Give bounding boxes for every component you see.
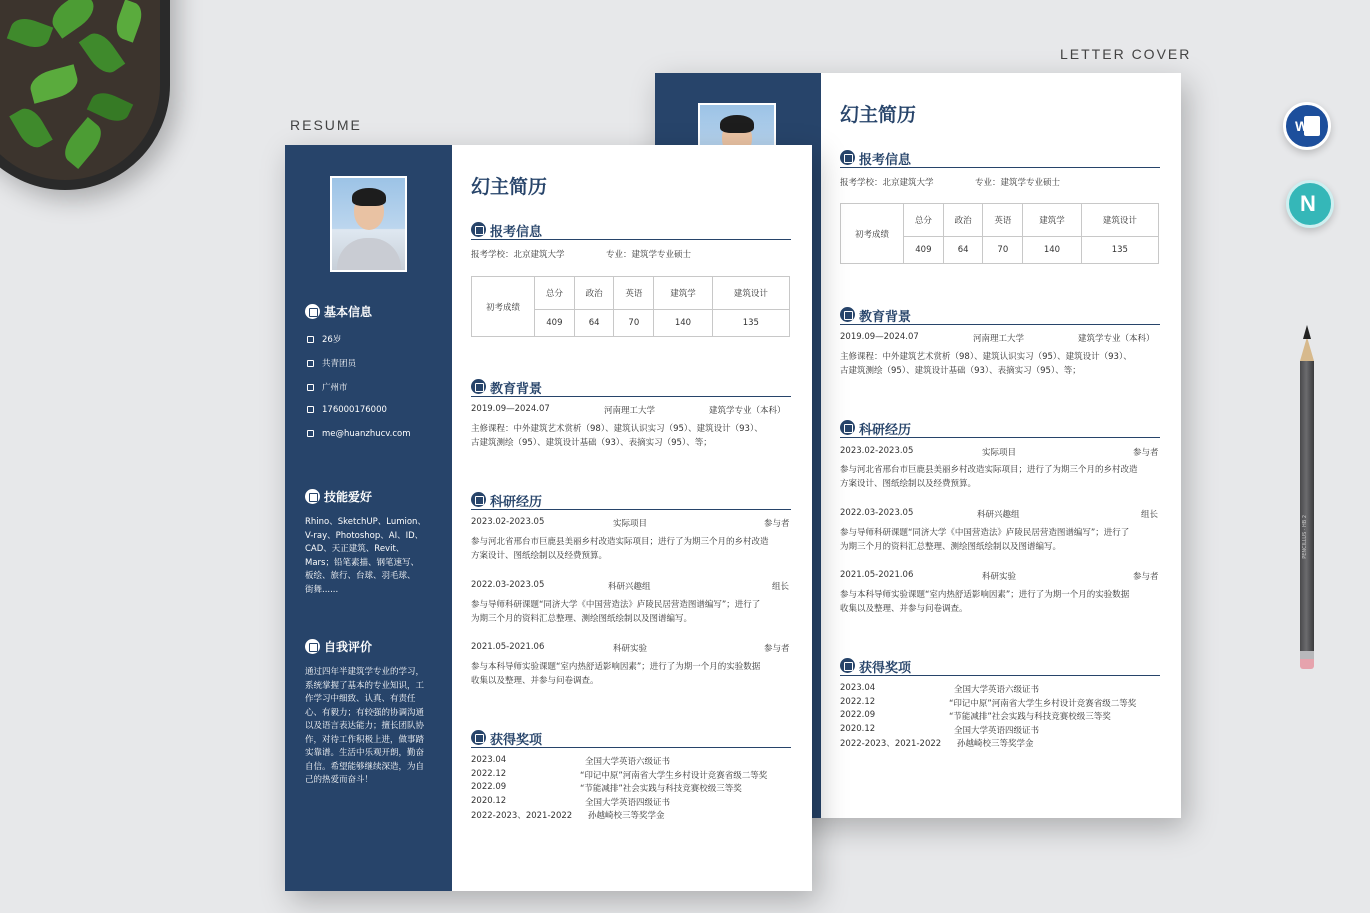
back-research-desc: 参与导师科研课题“同济大学《中国营造法》庐陵民居营造图谱编写”；进行了 为期三个月的资料汇总整理、测绘图纸绘制以及图谱编写。 — [840, 528, 1130, 552]
section-research: 科研经历 — [471, 492, 791, 510]
edu-courses: 主修课程：中外建筑艺术赏析（98）、建筑认识实习（95）、建筑设计（93）、 古建筑测绘（95）、建筑设计基础（93）、表摘实习（95）、等； — [471, 424, 763, 448]
back-section-edu: 教育背景 — [840, 307, 1160, 325]
award-name: “节能减排”社会实践与科技竞赛校级三等奖 — [580, 784, 742, 794]
back-research-period: 2023.02-2023.05 — [840, 446, 914, 456]
section-apply: 报考信息 — [471, 222, 791, 240]
back-research-desc: 参与河北省邢台市巨鹿县美丽乡村改造实际项目；进行了为期三个月的乡村改造 方案设计、图纸绘制以及经费预算。 — [840, 465, 1138, 489]
education-icon — [840, 307, 855, 322]
award-name: 全国大学英语四级证书 — [585, 798, 671, 808]
doc-title: 幻主简历 — [471, 176, 548, 198]
research-type: 科研兴趣组 — [608, 582, 651, 592]
self-eval-title: 自我评价 — [324, 640, 373, 654]
front-sidebar — [285, 145, 452, 891]
award-name: 全国大学英语六级证书 — [585, 757, 671, 767]
badge-icon — [307, 360, 314, 367]
award-name: 孙越崎校三等奖学金 — [588, 811, 665, 821]
back-apply-school: 报考学校：北京建筑大学 — [840, 178, 934, 188]
award-date: 2022.12 — [471, 769, 507, 779]
wps-icon[interactable]: N — [1286, 180, 1334, 228]
back-score-table: 初考成绩 总分 政治 英语 建筑学 建筑设计 409 64 70 140 135 — [840, 203, 1159, 264]
self-eval-text: 通过四年半建筑学专业的学习， 系统掌握了基本的专业知识，工 作学习中细致、认真、有责任 心、有毅力；有较强的协调沟通 以及语言表达能力；擅长团队协 作，对待工作积极上进，做事踏 实靠谱。生活中乐观开朗，勤奋 自信。希望能够继续深造，为自 己的热爱而奋斗！ — [305, 667, 425, 785]
skills-title: 技能爱好 — [324, 490, 373, 504]
person-icon — [307, 336, 314, 343]
edu-degree: 建筑学专业（本科） — [709, 406, 786, 416]
research-desc: 参与导师科研课题“同济大学《中国营造法》庐陵民居营造图谱编写”；进行了 为期三个月的资料汇总整理、测绘图纸绘制以及图谱编写。 — [471, 600, 761, 624]
skills-text: Rhino、SketchUP、Lumion、 V-ray、Photoshop、AI、ID、 CAD、天正建筑、Revit、 Mars；铅笔素描、钢笔速写、 板绘、旅行、台球、羽毛球、 街舞...... — [305, 517, 426, 595]
apply-icon — [471, 222, 486, 237]
education-icon — [471, 379, 486, 394]
research-desc: 参与河北省邢台市巨鹿县美丽乡村改造实际项目；进行了为期三个月的乡村改造 方案设计、图纸绘制以及经费预算。 — [471, 537, 769, 561]
award-date: 2022.09 — [471, 782, 507, 792]
back-research-type: 实际项目 — [982, 448, 1017, 458]
back-research-role: 组长 — [1141, 510, 1159, 520]
back-section-awards: 获得奖项 — [840, 658, 1160, 676]
research-icon — [840, 420, 855, 435]
research-period: 2021.05-2021.06 — [471, 642, 545, 652]
back-award-date: 2022.12 — [840, 697, 876, 707]
back-research-desc: 参与本科导师实验课题“室内热舒适影响因素”；进行了为期一个月的实验数据 收集以及整理、并参与问卷调查。 — [840, 590, 1130, 614]
research-role: 组长 — [772, 582, 790, 592]
award-date: 2022-2023、2021-2022 — [471, 811, 573, 821]
basic-info-title: 基本信息 — [324, 305, 373, 319]
profile-photo — [330, 176, 407, 272]
apply-school: 报考学校：北京建筑大学 — [471, 250, 565, 260]
research-period: 2023.02-2023.05 — [471, 517, 545, 527]
back-award-date: 2020.12 — [840, 724, 876, 734]
research-role: 参与者 — [764, 644, 790, 654]
front-main — [452, 145, 812, 891]
research-role: 参与者 — [764, 519, 790, 529]
back-edu-school: 河南理工大学 — [973, 334, 1025, 344]
back-research-type: 科研实验 — [982, 572, 1017, 582]
phone-icon — [307, 406, 314, 413]
award-date: 2023.04 — [471, 755, 507, 765]
research-type: 实际项目 — [613, 519, 648, 529]
word-icon[interactable]: W — [1283, 102, 1331, 150]
research-type: 科研实验 — [613, 644, 648, 654]
back-apply-major: 专业：建筑学专业硕士 — [975, 178, 1061, 188]
score-table: 初考成绩 总分 政治 英语 建筑学 建筑设计 409 64 70 140 135 — [471, 276, 790, 337]
phone-row[interactable]: 176000176000 — [307, 405, 387, 415]
back-award-name: “节能减排”社会实践与科技竞赛校级三等奖 — [949, 712, 1111, 722]
user-info-icon — [305, 304, 320, 319]
back-research-period: 2021.05-2021.06 — [840, 570, 914, 580]
mail-icon — [307, 430, 314, 437]
apply-major: 专业：建筑学专业硕士 — [606, 250, 692, 260]
award-icon — [840, 658, 855, 673]
pencil-decoration: PENCILLUS · HB 2 — [1300, 325, 1314, 670]
letter-cover-caption: LETTER COVER — [1060, 46, 1192, 62]
research-icon — [471, 492, 486, 507]
edu-period: 2019.09—2024.07 — [471, 404, 550, 414]
back-edu-period: 2019.09—2024.07 — [840, 332, 919, 342]
apply-icon — [840, 150, 855, 165]
back-research-period: 2022.03-2023.05 — [840, 508, 914, 518]
award-icon — [471, 730, 486, 745]
city-row: 广州市 — [307, 381, 348, 393]
email-row[interactable]: me@huanzhucv.com — [307, 429, 411, 439]
research-desc: 参与本科导师实验课题“室内热舒适影响因素”；进行了为期一个月的实验数据 收集以及整理、并参与问卷调查。 — [471, 662, 761, 686]
back-award-date: 2022-2023、2021-2022 — [840, 739, 942, 749]
section-awards: 获得奖项 — [471, 730, 791, 748]
front-resume-sheet — [285, 145, 812, 891]
resume-caption: RESUME — [290, 117, 362, 133]
age-row: 26岁 — [307, 333, 341, 345]
back-award-name: 孙越崎校三等奖学金 — [957, 739, 1034, 749]
back-doc-title: 幻主简历 — [840, 104, 917, 126]
back-section-apply: 报考信息 — [840, 150, 1160, 168]
party-row: 共青团员 — [307, 357, 356, 369]
self-eval-icon — [305, 639, 320, 654]
location-icon — [307, 384, 314, 391]
back-section-research: 科研经历 — [840, 420, 1160, 438]
back-main — [821, 73, 1181, 818]
award-name: “印记中原”河南省大学生乡村设计竞赛省级二等奖 — [580, 771, 768, 781]
back-award-name: “印记中原”河南省大学生乡村设计竞赛省级二等奖 — [949, 699, 1137, 709]
edu-school: 河南理工大学 — [604, 406, 656, 416]
back-edu-degree: 建筑学专业（本科） — [1078, 334, 1155, 344]
research-period: 2022.03-2023.05 — [471, 580, 545, 590]
back-research-type: 科研兴趣组 — [977, 510, 1020, 520]
back-award-date: 2023.04 — [840, 683, 876, 693]
back-award-name: 全国大学英语四级证书 — [954, 726, 1040, 736]
back-research-role: 参与者 — [1133, 572, 1159, 582]
award-date: 2020.12 — [471, 796, 507, 806]
back-award-name: 全国大学英语六级证书 — [954, 685, 1040, 695]
back-award-date: 2022.09 — [840, 710, 876, 720]
skills-icon — [305, 489, 320, 504]
back-edu-courses: 主修课程：中外建筑艺术赏析（98）、建筑认识实习（95）、建筑设计（93）、 古建筑测绘（95）、建筑设计基础（93）、表摘实习（95）、等； — [840, 352, 1132, 376]
section-edu: 教育背景 — [471, 379, 791, 397]
back-research-role: 参与者 — [1133, 448, 1159, 458]
